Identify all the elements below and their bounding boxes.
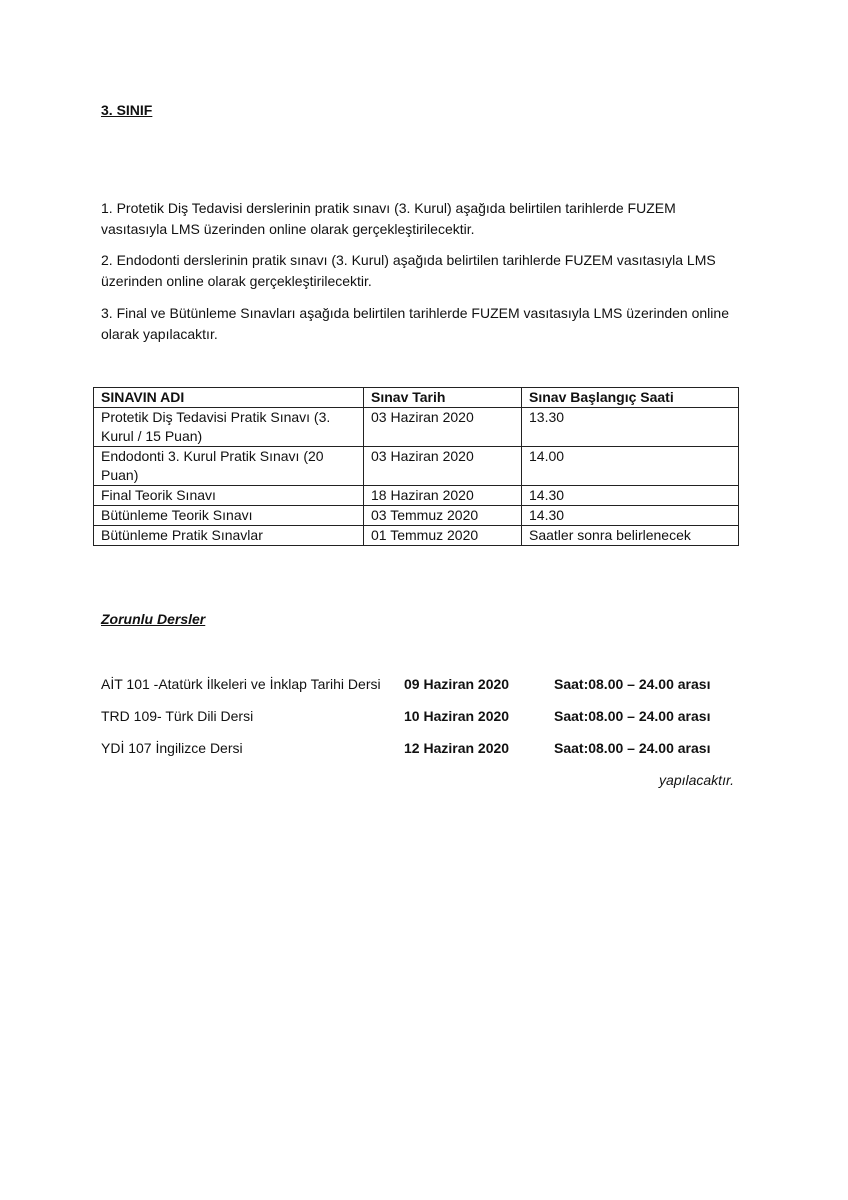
paragraph-endodonti: 2. Endodonti derslerinin pratik sınavı (3. Kurul) aşağıda belirtilen tarihlerde FUZEM vasıtasıyla LMS üzerinden online olarak gerçekleştirilecektir. — [101, 252, 716, 289]
header-exam-time: Sınav Başlangıç Saati — [522, 388, 739, 408]
exam-name-cell: Final Teorik Sınavı — [94, 486, 364, 506]
table-row — [94, 506, 739, 526]
exam-time-cell: 14.30 — [522, 506, 739, 526]
table-row — [94, 526, 739, 546]
table-row — [94, 408, 739, 447]
exam-time-cell: Saatler sonra belirlenecek — [522, 526, 739, 546]
exam-name-cell: Protetik Diş Tedavisi Pratik Sınavı (3. Kurul / 15 Puan) — [94, 408, 364, 447]
course-row — [101, 676, 741, 696]
exam-date-cell: 03 Haziran 2020 — [364, 447, 522, 486]
header-exam-name: SINAVIN ADI — [94, 388, 364, 408]
exam-time-cell: 13.30 — [522, 408, 739, 447]
course-name: AİT 101 -Atatürk İlkeleri ve İnklap Tarihi Dersi — [101, 676, 381, 692]
course-time: Saat:08.00 – 24.00 arası — [554, 740, 711, 756]
table-header-row — [94, 388, 739, 408]
exam-time-cell: 14.00 — [522, 447, 739, 486]
course-row — [101, 740, 741, 760]
mandatory-courses-title: Zorunlu Dersler — [101, 611, 206, 627]
table-row — [94, 447, 739, 486]
exam-date-cell: 03 Haziran 2020 — [364, 408, 522, 447]
exam-name-cell: Bütünleme Teorik Sınavı — [94, 506, 364, 526]
closing-text: yapılacaktır. — [659, 772, 734, 788]
exam-time-cell: 14.30 — [522, 486, 739, 506]
paragraph-protetik: 1. Protetik Diş Tedavisi derslerinin pratik sınavı (3. Kurul) aşağıda belirtilen tarihlerde FUZEM vasıtasıyla LMS üzerinden online olarak gerçekleştirilecektir. — [101, 200, 676, 237]
exam-date-cell: 18 Haziran 2020 — [364, 486, 522, 506]
exam-date-cell: 01 Temmuz 2020 — [364, 526, 522, 546]
course-name: TRD 109- Türk Dili Dersi — [101, 708, 254, 724]
course-date: 10 Haziran 2020 — [404, 708, 510, 724]
course-name: YDİ 107 İngilizce Dersi — [101, 740, 243, 756]
exam-schedule-table — [93, 387, 739, 546]
exam-name-cell: Bütünleme Pratik Sınavlar — [94, 526, 364, 546]
class-heading: 3. SINIF — [101, 102, 153, 118]
exam-name-cell: Endodonti 3. Kurul Pratik Sınavı (20 Puan) — [94, 447, 364, 486]
paragraph-final: 3. Final ve Bütünleme Sınavları aşağıda belirtilen tarihlerde FUZEM vasıtasıyla LMS üzerinden online olarak yapılacaktır. — [101, 305, 729, 342]
course-time: Saat:08.00 – 24.00 arası — [554, 708, 711, 724]
course-row — [101, 708, 741, 728]
table-row — [94, 486, 739, 506]
course-date: 09 Haziran 2020 — [404, 676, 510, 692]
exam-date-cell: 03 Temmuz 2020 — [364, 506, 522, 526]
course-time: Saat:08.00 – 24.00 arası — [554, 676, 711, 692]
course-date: 12 Haziran 2020 — [404, 740, 510, 756]
header-exam-date: Sınav Tarih — [364, 388, 522, 408]
